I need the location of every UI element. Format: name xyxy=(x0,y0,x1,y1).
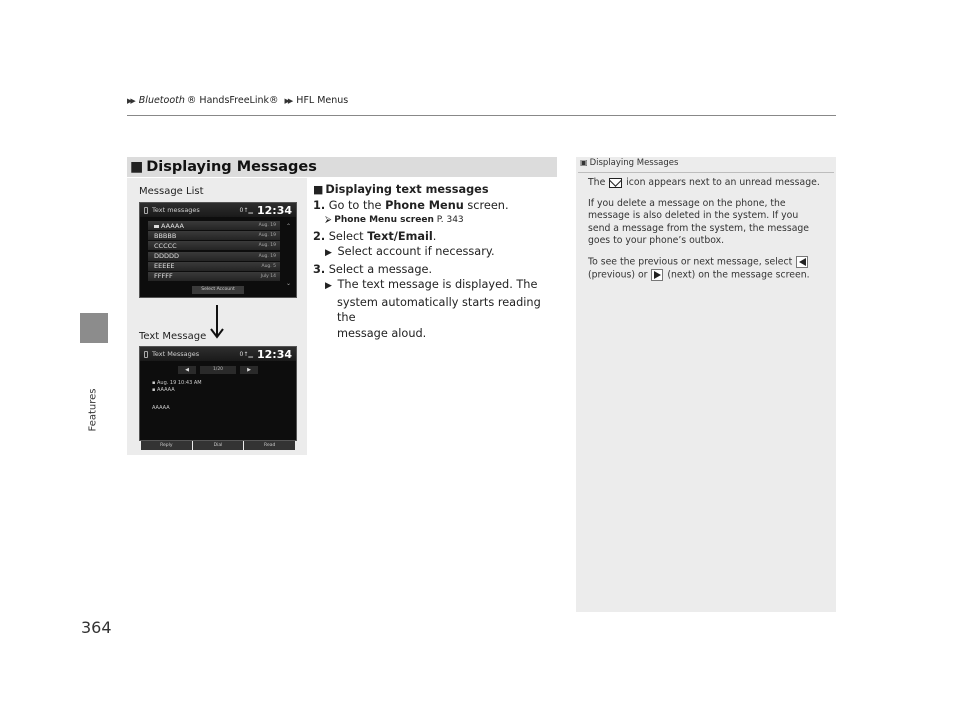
list-item[interactable]: AAAAA Aug. 19 xyxy=(148,221,280,230)
list-item[interactable]: EEEEE Aug. 5 xyxy=(148,262,280,271)
chapter-label: Features xyxy=(87,388,99,432)
list-item[interactable]: FFFFF July 14 xyxy=(148,272,280,281)
subheading: ■ Displaying text messages xyxy=(313,183,489,196)
arrow-down-icon xyxy=(210,305,224,339)
breadcrumb-bluetooth: Bluetooth xyxy=(138,95,185,106)
breadcrumb-handsfreelink: ® HandsFreeLink® xyxy=(186,95,279,106)
unread-envelope-icon xyxy=(154,225,159,228)
page-number: 364 xyxy=(81,618,112,637)
next-icon xyxy=(651,269,663,281)
reference-arrow-icon: ⮚ xyxy=(325,215,335,225)
signal-icon: 0↑▁ xyxy=(239,206,253,214)
message-actions xyxy=(140,441,296,451)
text-message-screen xyxy=(139,346,297,448)
list-item[interactable]: DDDDD Aug. 19 xyxy=(148,252,280,261)
message-timestamp: Aug. 19 10:43 AM xyxy=(156,380,202,386)
step-3-sub-cont: message aloud. xyxy=(337,326,427,340)
note-paragraph: The icon appears next to an unread message. xyxy=(588,177,820,188)
previous-message-button[interactable]: ◀ xyxy=(178,366,196,374)
chapter-tab xyxy=(80,313,108,343)
figure-label-message-list: Message List xyxy=(139,186,204,197)
step-3: 3. Select a message. xyxy=(313,262,433,276)
instruction-steps xyxy=(313,182,553,341)
clock: 12:34 xyxy=(256,347,292,361)
note-panel xyxy=(576,157,836,612)
clock-icon: ▪ xyxy=(152,380,157,386)
signal-icon: 0↑▁ xyxy=(239,350,253,358)
message-counter: 1/20 xyxy=(200,366,236,374)
step-1: 1. Go to the Phone Menu screen. xyxy=(313,198,509,212)
note-paragraph: To see the previous or next message, select (previous) or (next) on the message screen. xyxy=(588,256,810,280)
message-list-screen xyxy=(139,202,297,298)
previous-icon xyxy=(796,256,808,268)
step-2: 2. Select Text/Email. xyxy=(313,229,437,243)
list-item[interactable]: CCCCC Aug. 19 xyxy=(148,241,280,250)
note-book-icon: ▣ xyxy=(580,158,588,167)
section-square-icon: ■ xyxy=(130,159,144,175)
list-item[interactable]: BBBBB Aug. 19 xyxy=(148,231,280,240)
phone-icon xyxy=(144,351,148,358)
message-sender: AAAAA xyxy=(156,386,175,393)
screen-header xyxy=(140,347,296,361)
step-2-sub: ▶ Select account if necessary. xyxy=(325,245,495,258)
step-3-sub-cont: system automatically starts reading the xyxy=(337,295,541,324)
select-account-button[interactable]: Select Account xyxy=(192,286,244,294)
result-arrow-icon: ▶ xyxy=(325,281,332,291)
envelope-icon xyxy=(609,178,622,188)
phone-icon xyxy=(144,207,148,214)
section-title: Displaying Messages xyxy=(146,159,317,175)
result-arrow-icon: ▶ xyxy=(325,248,332,258)
reply-button[interactable]: Reply xyxy=(141,441,192,450)
dial-button[interactable]: Dial xyxy=(193,441,244,450)
section-heading xyxy=(127,157,557,177)
header-rule xyxy=(127,115,836,116)
screen-header xyxy=(140,203,296,217)
note-paragraph: If you delete a message on the phone, the message is also deleted in the system. If you send a message from the system, the message goes to your phone’s outbox. xyxy=(588,197,810,246)
next-message-button[interactable]: ▶ xyxy=(240,366,258,374)
figure-label-text-message: Text Message xyxy=(139,331,207,342)
step-3-sub: ▶ The text message is displayed. The xyxy=(325,278,538,291)
breadcrumb xyxy=(127,95,348,106)
scroll-down-icon[interactable]: ⌄ xyxy=(285,280,292,287)
screen-title: Text messages xyxy=(152,206,200,214)
scroll-up-icon[interactable]: ⌃ xyxy=(285,223,292,230)
message-body: AAAAA xyxy=(152,405,170,411)
breadcrumb-arrow-icon: ▶▶ xyxy=(127,96,134,105)
message-pager xyxy=(140,366,296,374)
screen-title: Text Messages xyxy=(152,350,200,358)
clock: 12:34 xyxy=(256,203,292,217)
note-body xyxy=(576,173,836,282)
breadcrumb-arrow-icon: ▶▶ xyxy=(284,96,292,105)
breadcrumb-hfl-menus: HFL Menus xyxy=(296,95,349,106)
sender-icon: ▪ xyxy=(152,386,157,393)
read-button[interactable]: Read xyxy=(244,441,295,450)
scrollbar[interactable] xyxy=(284,223,293,287)
message-meta xyxy=(140,374,296,393)
note-heading: ▣ Displaying Messages xyxy=(578,157,834,173)
message-list xyxy=(140,217,296,281)
page-reference[interactable]: ⮚ Phone Menu screen P. 343 xyxy=(325,215,464,225)
